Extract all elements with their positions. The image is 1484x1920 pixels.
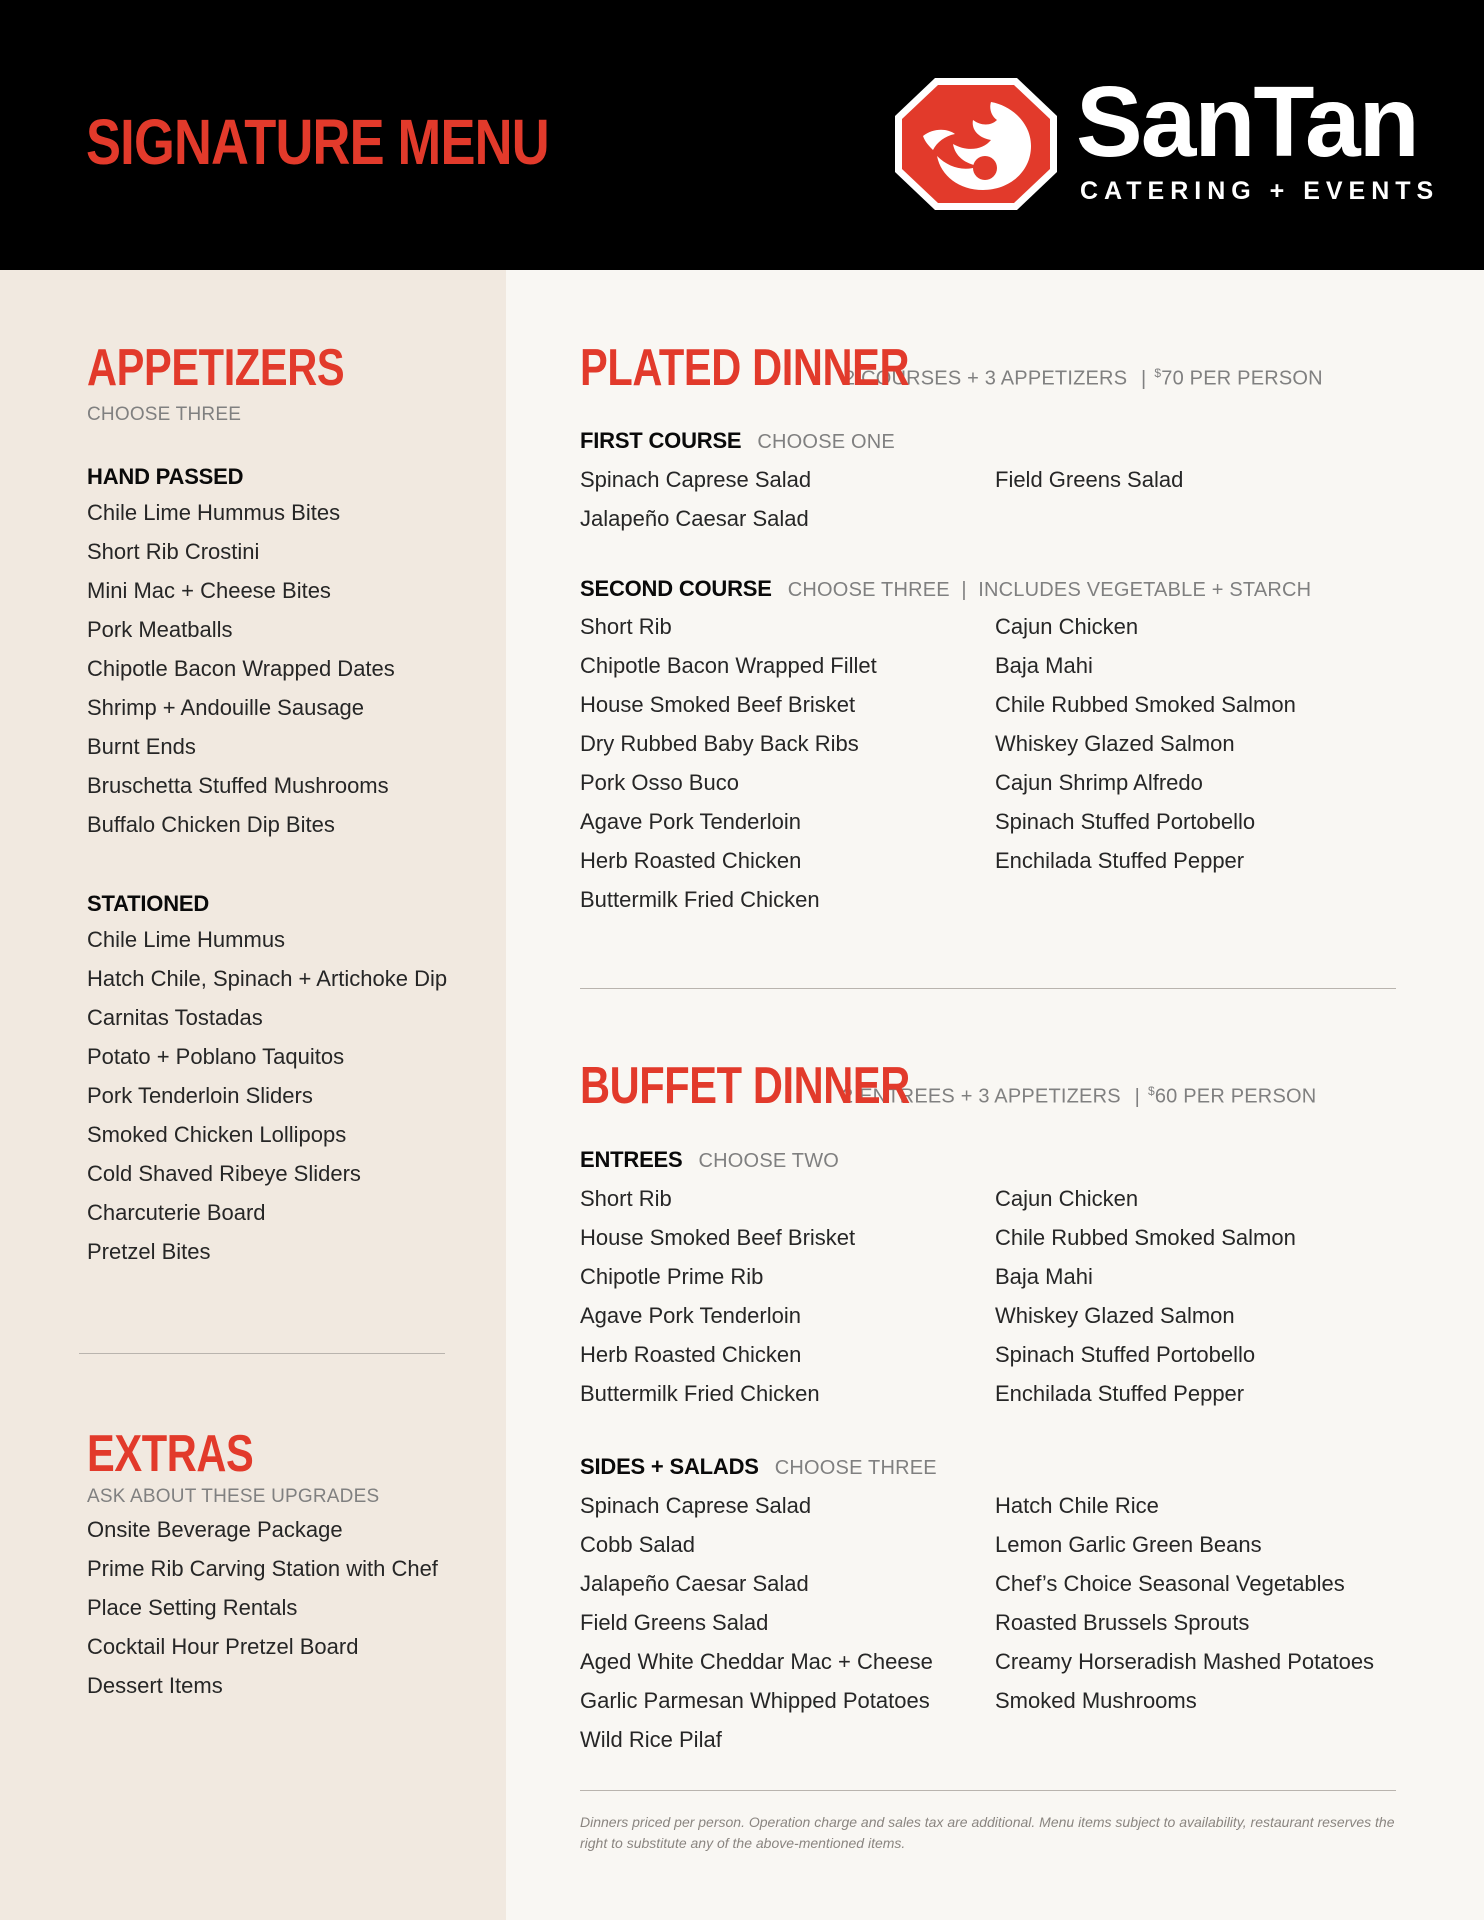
list-item: Cajun Chicken [995, 614, 1139, 639]
list-item: Cocktail Hour Pretzel Board [87, 1634, 359, 1659]
hand-passed-section [87, 462, 395, 844]
second-course-col1 [580, 607, 995, 919]
list-item: Chile Lime Hummus [87, 927, 286, 952]
list-item: House Smoked Beef Brisket [580, 692, 856, 717]
plated-courses: 2 COURSES + 3 APPETIZERS [844, 368, 1128, 390]
list-item: Buttermilk Fried Chicken [580, 887, 820, 912]
header [0, 0, 1484, 270]
list-item: Onsite Beverage Package [87, 1517, 343, 1542]
list-item: Pretzel Bites [87, 1239, 211, 1264]
list-item: Chipotle Bacon Wrapped Fillet [580, 653, 877, 678]
extras-note: ASK ABOUT THESE UPGRADES [87, 1486, 380, 1507]
list-item: Jalapeño Caesar Salad [580, 506, 809, 531]
list-item: Whiskey Glazed Salmon [995, 731, 1235, 756]
list-item: Charcuterie Board [87, 1200, 266, 1225]
list-item: Buttermilk Fried Chicken [580, 1381, 820, 1406]
list-item: Hatch Chile, Spinach + Artichoke Dip [87, 966, 448, 991]
list-item: Potato + Poblano Taquitos [87, 1044, 345, 1069]
list-item: Cajun Chicken [995, 1186, 1139, 1211]
entrees-note: CHOOSE TWO [698, 1150, 840, 1172]
second-course-section [580, 576, 1410, 919]
extras-list [87, 1510, 438, 1705]
buffet-price: 60 PER PERSON [1154, 1086, 1317, 1108]
extras-title: EXTRAS [87, 1425, 254, 1483]
list-item: Buffalo Chicken Dip Bites [87, 812, 335, 837]
appetizers-title: APPETIZERS [87, 339, 345, 397]
list-item: Chile Rubbed Smoked Salmon [995, 1225, 1296, 1250]
buffet-info [842, 1084, 1316, 1109]
stationed-section [87, 889, 447, 1271]
list-item: Agave Pork Tenderloin [580, 809, 801, 834]
list-item: Herb Roasted Chicken [580, 1342, 802, 1367]
section-divider [580, 988, 1396, 989]
currency-symbol: $ [1154, 366, 1162, 381]
second-course-title: SECOND COURSE [580, 576, 772, 601]
sides-section [580, 1454, 1410, 1759]
list-item: Chile Rubbed Smoked Salmon [995, 692, 1296, 717]
second-course-col2 [995, 607, 1410, 919]
stationed-title: STATIONED [87, 891, 210, 916]
page-title: SIGNATURE MENU [86, 106, 549, 178]
list-item: Place Setting Rentals [87, 1595, 298, 1620]
list-item: Spinach Stuffed Portobello [995, 1342, 1256, 1367]
list-item: Baja Mahi [995, 653, 1093, 678]
list-item: House Smoked Beef Brisket [580, 1225, 856, 1250]
appetizers-section [87, 340, 409, 426]
list-item: Smoked Chicken Lollipops [87, 1122, 347, 1147]
first-course-col2 [995, 460, 1410, 538]
plated-price: 70 PER PERSON [1161, 368, 1323, 390]
list-item: Carnitas Tostadas [87, 1005, 263, 1030]
list-item: Cold Shaved Ribeye Sliders [87, 1161, 361, 1186]
phoenix-logo-icon [893, 76, 1059, 212]
hand-passed-title: HAND PASSED [87, 464, 244, 489]
list-item: Baja Mahi [995, 1264, 1093, 1289]
list-item: Field Greens Salad [580, 1610, 769, 1635]
entrees-section [580, 1147, 1410, 1413]
list-item: Garlic Parmesan Whipped Potatoes [580, 1688, 930, 1713]
list-item: Smoked Mushrooms [995, 1688, 1197, 1713]
list-item: Enchilada Stuffed Pepper [995, 1381, 1245, 1406]
list-item: Short Rib [580, 614, 672, 639]
list-item: Whiskey Glazed Salmon [995, 1303, 1235, 1328]
plated-header [580, 340, 1323, 396]
footnote: Dinners priced per person. Operation charge and sales tax are additional. Menu items subject to availability, restaurant reserves the right to substitute any of the above-mentioned items. [580, 1814, 1395, 1851]
second-course-note: CHOOSE THREE | INCLUDES VEGETABLE + STARCH [787, 579, 1312, 601]
list-item: Chipotle Bacon Wrapped Dates [87, 656, 395, 681]
list-item: Lemon Garlic Green Beans [995, 1532, 1262, 1557]
appetizers-note: CHOOSE THREE [87, 404, 242, 425]
buffet-title: BUFFET DINNER [580, 1057, 910, 1115]
buffet-courses: 2 ENTREES + 3 APPETIZERS [842, 1086, 1121, 1108]
first-course-note: CHOOSE ONE [757, 431, 895, 453]
first-course-col1 [580, 460, 995, 538]
entrees-col1 [580, 1179, 995, 1413]
list-item: Cajun Shrimp Alfredo [995, 770, 1203, 795]
list-item: Hatch Chile Rice [995, 1493, 1159, 1518]
entrees-title: ENTREES [580, 1147, 683, 1172]
list-item: Herb Roasted Chicken [580, 848, 802, 873]
sides-title: SIDES + SALADS [580, 1454, 759, 1479]
list-item: Burnt Ends [87, 734, 196, 759]
list-item: Spinach Caprese Salad [580, 467, 812, 492]
list-item: Cobb Salad [580, 1532, 695, 1557]
sides-note: CHOOSE THREE [774, 1457, 937, 1479]
list-item: Pork Tenderloin Sliders [87, 1083, 313, 1108]
list-item: Wild Rice Pilaf [580, 1727, 722, 1752]
list-item: Jalapeño Caesar Salad [580, 1571, 809, 1596]
list-item: Spinach Stuffed Portobello [995, 809, 1256, 834]
list-item: Spinach Caprese Salad [580, 1493, 812, 1518]
list-item: Mini Mac + Cheese Bites [87, 578, 331, 603]
list-item: Chipotle Prime Rib [580, 1264, 764, 1289]
list-item: Short Rib Crostini [87, 539, 260, 564]
list-item: Pork Meatballs [87, 617, 233, 642]
list-item: Pork Osso Buco [580, 770, 739, 795]
sidebar-divider [79, 1353, 445, 1354]
brand-subtitle: CATERING + EVENTS [1080, 177, 1440, 205]
list-item: Aged White Cheddar Mac + Cheese [580, 1649, 933, 1674]
list-item: Short Rib [580, 1186, 672, 1211]
stationed-list [87, 920, 447, 1271]
entrees-col2 [995, 1179, 1410, 1413]
sides-col1 [580, 1486, 995, 1759]
list-item: Agave Pork Tenderloin [580, 1303, 801, 1328]
separator: | [1141, 368, 1147, 390]
buffet-header [580, 1058, 1316, 1114]
list-item: Roasted Brussels Sprouts [995, 1610, 1250, 1635]
list-item: Enchilada Stuffed Pepper [995, 848, 1245, 873]
sides-col2 [995, 1486, 1410, 1759]
currency-symbol: $ [1147, 1084, 1155, 1099]
list-item: Chile Lime Hummus Bites [87, 500, 341, 525]
list-item: Field Greens Salad [995, 467, 1184, 492]
list-item: Prime Rib Carving Station with Chef [87, 1556, 438, 1581]
footnote-divider [580, 1790, 1396, 1791]
separator: | [1134, 1086, 1140, 1108]
first-course-section [580, 428, 1410, 538]
list-item: Chef’s Choice Seasonal Vegetables [995, 1571, 1345, 1596]
list-item: Dry Rubbed Baby Back Ribs [580, 731, 859, 756]
first-course-title: FIRST COURSE [580, 428, 742, 453]
plated-title: PLATED DINNER [580, 339, 910, 397]
plated-info [844, 366, 1323, 391]
extras-section [87, 1426, 438, 1705]
list-item: Bruschetta Stuffed Mushrooms [87, 773, 389, 798]
list-item: Creamy Horseradish Mashed Potatoes [995, 1649, 1375, 1674]
hand-passed-list [87, 493, 395, 844]
brand-name: SanTan [1076, 66, 1418, 178]
list-item: Shrimp + Andouille Sausage [87, 695, 365, 720]
list-item: Dessert Items [87, 1673, 223, 1698]
